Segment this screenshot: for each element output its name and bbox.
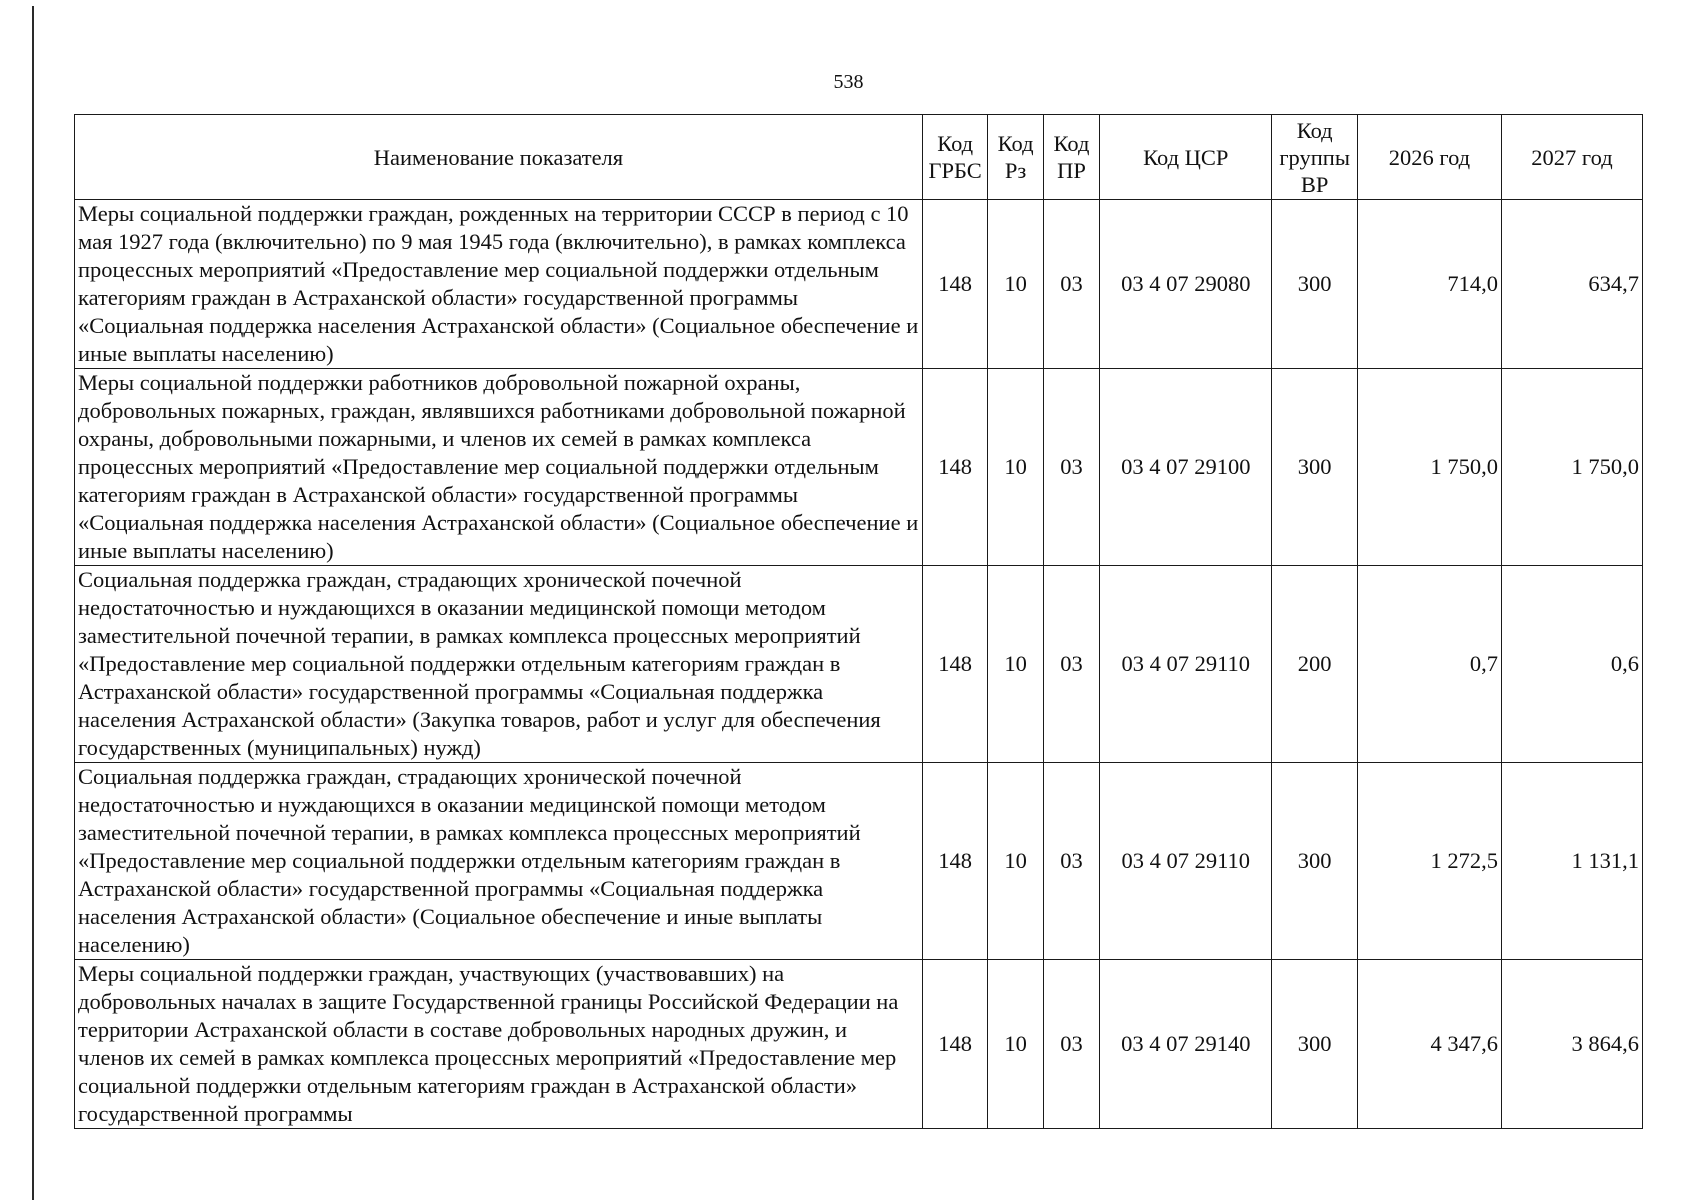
csr-cell: 03 4 07 29140 xyxy=(1100,960,1272,1129)
page-number: 538 xyxy=(833,71,864,93)
header-vr-group-code: Код группы ВР xyxy=(1272,115,1358,200)
vr-cell: 200 xyxy=(1272,566,1358,763)
grbs-cell: 148 xyxy=(922,369,987,566)
amount-2027-cell: 1 750,0 xyxy=(1501,369,1642,566)
amount-2027-cell: 634,7 xyxy=(1501,200,1642,369)
vr-cell: 300 xyxy=(1272,200,1358,369)
rz-cell: 10 xyxy=(988,566,1043,763)
indicator-name-cell: Меры социальной поддержки граждан, участвующих (участвовавших) на добровольных началах в защите Государственной границы Российской Федерации на территории Астраханской области в составе добровольных народных дружин, и членов их семей в рамках комплекса процессных мероприятий «Предоставление мер социальной поддержки отдельным категориям граждан в Астраханской области» государственной программы xyxy=(75,960,923,1129)
header-indicator-name: Наименование показателя xyxy=(75,115,923,200)
csr-cell: 03 4 07 29100 xyxy=(1100,369,1272,566)
indicator-name-cell: Социальная поддержка граждан, страдающих хронической почечной недостаточностью и нуждающихся в оказании медицинской помощи методом заместительной почечной терапии, в рамках комплекса процессных мероприятий «Предоставление мер социальной поддержки отдельным категориям граждан в Астраханской области» государственной программы «Социальная поддержка населения Астраханской области» (Закупка товаров, работ и услуг для обеспечения государственных (муниципальных) нужд) xyxy=(75,566,923,763)
table-row xyxy=(75,763,1643,960)
amount-2027-cell: 1 131,1 xyxy=(1501,763,1642,960)
indicator-name-cell: Меры социальной поддержки граждан, рожденных на территории СССР в период с 10 мая 1927 года (включительно) по 9 мая 1945 года (включительно), в рамках комплекса процессных мероприятий «Предоставление мер социальной поддержки отдельным категориям граждан в Астраханской области» государственной программы «Социальная поддержка населения Астраханской области» (Социальное обеспечение и иные выплаты населению) xyxy=(75,200,923,369)
rz-cell: 10 xyxy=(988,369,1043,566)
csr-cell: 03 4 07 29110 xyxy=(1100,763,1272,960)
grbs-cell: 148 xyxy=(922,566,987,763)
header-csr-code: Код ЦСР xyxy=(1100,115,1272,200)
table-row xyxy=(75,200,1643,369)
budget-table xyxy=(74,114,1643,1129)
pr-cell: 03 xyxy=(1043,960,1099,1129)
amount-2027-cell: 3 864,6 xyxy=(1501,960,1642,1129)
vr-cell: 300 xyxy=(1272,960,1358,1129)
rz-cell: 10 xyxy=(988,200,1043,369)
header-year-2026: 2026 год xyxy=(1357,115,1501,200)
csr-cell: 03 4 07 29110 xyxy=(1100,566,1272,763)
header-grbs-code: Код ГРБС xyxy=(922,115,987,200)
vr-cell: 300 xyxy=(1272,369,1358,566)
vr-cell: 300 xyxy=(1272,763,1358,960)
grbs-cell: 148 xyxy=(922,763,987,960)
indicator-name-cell: Меры социальной поддержки работников добровольной пожарной охраны, добровольных пожарных, граждан, являвшихся работниками добровольной пожарной охраны, добровольными пожарными, и членов их семей в рамках комплекса процессных мероприятий «Предоставление мер социальной поддержки отдельным категориям граждан в Астраханской области» государственной программы «Социальная поддержка населения Астраханской области» (Социальное обеспечение и иные выплаты населению) xyxy=(75,369,923,566)
table-header-row xyxy=(75,115,1643,200)
amount-2026-cell: 1 272,5 xyxy=(1357,763,1501,960)
rz-cell: 10 xyxy=(988,960,1043,1129)
rz-cell: 10 xyxy=(988,763,1043,960)
amount-2026-cell: 0,7 xyxy=(1357,566,1501,763)
table-row xyxy=(75,369,1643,566)
amount-2026-cell: 714,0 xyxy=(1357,200,1501,369)
table-row xyxy=(75,566,1643,763)
amount-2026-cell: 4 347,6 xyxy=(1357,960,1501,1129)
indicator-name-cell: Социальная поддержка граждан, страдающих хронической почечной недостаточностью и нуждающихся в оказании медицинской помощи методом заместительной почечной терапии, в рамках комплекса процессных мероприятий «Предоставление мер социальной поддержки отдельным категориям граждан в Астраханской области» государственной программы «Социальная поддержка населения Астраханской области» (Социальное обеспечение и иные выплаты населению) xyxy=(75,763,923,960)
csr-cell: 03 4 07 29080 xyxy=(1100,200,1272,369)
pr-cell: 03 xyxy=(1043,200,1099,369)
amount-2027-cell: 0,6 xyxy=(1501,566,1642,763)
table-row xyxy=(75,960,1643,1129)
header-pr-code: Код ПР xyxy=(1043,115,1099,200)
pr-cell: 03 xyxy=(1043,763,1099,960)
header-year-2027: 2027 год xyxy=(1501,115,1642,200)
pr-cell: 03 xyxy=(1043,369,1099,566)
header-rz-code: Код Рз xyxy=(988,115,1043,200)
grbs-cell: 148 xyxy=(922,200,987,369)
pr-cell: 03 xyxy=(1043,566,1099,763)
left-margin-line xyxy=(32,6,34,1200)
amount-2026-cell: 1 750,0 xyxy=(1357,369,1501,566)
grbs-cell: 148 xyxy=(922,960,987,1129)
